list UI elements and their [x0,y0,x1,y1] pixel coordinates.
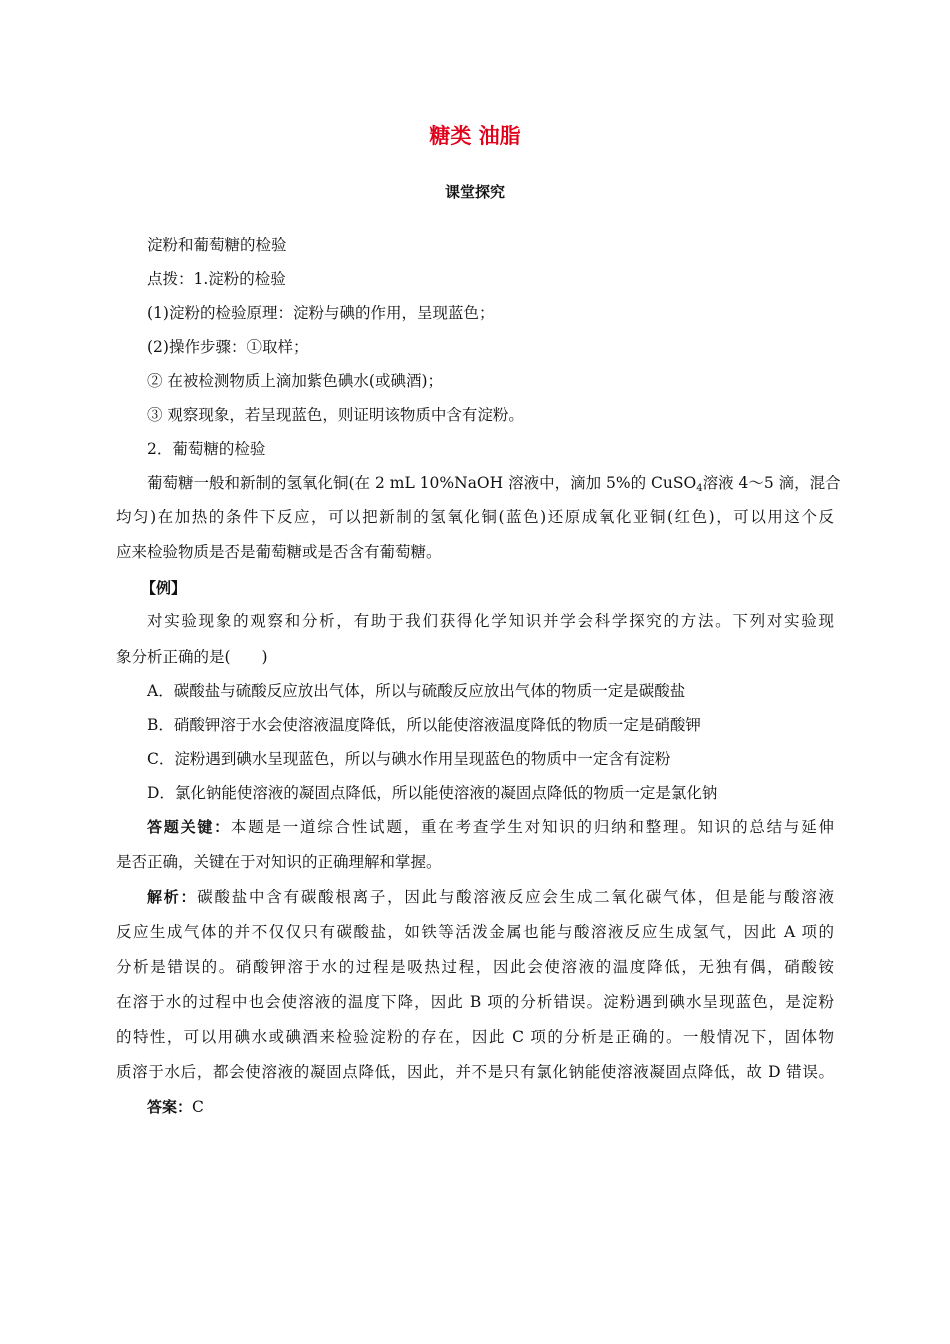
section-subtitle: 课堂探究 [444,183,505,201]
option-b: B．硝酸钾溶于水会使溶液温度降低，所以能使溶液温度降低的物质一定是硝酸钾 [147,716,701,734]
tip-line: 点拨：1.淀粉的检验 [147,270,286,288]
key-line-1: 答题关键：本题是一道综合性试题，重在考查学生对知识的归纳和整理。知识的总结与延伸 [147,818,834,836]
starch-step-3: ③ 观察现象，若呈现蓝色，则证明该物质中含有淀粉。 [147,406,524,424]
analysis-label: 解析： [147,888,198,906]
question-line-1: 对实验现象的观察和分析，有助于我们获得化学知识并学会科学探究的方法。下列对实验现 [147,612,834,630]
analysis-line-5: 的特性，可以用碘水或碘酒来检验淀粉的存在，因此 C 项的分析是正确的。一般情况下，固体物 [116,1028,834,1046]
key-line-2: 是否正确，关键在于对知识的正确理解和掌握。 [116,853,442,871]
analysis-line-4: 在溶于水的过程中也会使溶液的温度下降，因此 B 项的分析错误。淀粉遇到碘水呈现蓝色，是淀粉 [116,993,834,1011]
starch-step-2: ② 在被检测物质上滴加紫色碘水(或碘酒)； [147,372,444,390]
answer-line [147,1095,204,1119]
glucose-text-line-1: 葡萄糖一般和新制的氢氧化铜(在 2 mL 10%NaOH 溶液中，滴加 5%的 CuSO4溶液 4～5 滴，混合 [147,474,841,494]
example-label: 【例】 [141,579,187,597]
option-c: C．淀粉遇到碘水呈现蓝色，所以与碘水作用呈现蓝色的物质中一定含有淀粉 [147,750,671,768]
option-a: A．碳酸盐与硫酸反应放出气体，所以与硫酸反应放出气体的物质一定是碳酸盐 [147,682,686,700]
analysis-line-1: 解析：碳酸盐中含有碳酸根离子，因此与酸溶液反应会生成二氧化碳气体，但是能与酸溶液 [147,888,834,906]
question-line-2: 象分析正确的是( ) [116,648,268,666]
analysis-line-6: 质溶于水后，都会使溶液的凝固点降低，因此，并不是只有氯化钠能使溶液凝固点降低，故 D 错误。 [116,1063,834,1081]
topic-heading: 淀粉和葡萄糖的检验 [147,236,287,254]
analysis-line-3: 分析是错误的。硝酸钾溶于水的过程是吸热过程，因此会使溶液的温度降低，无独有偶，硝酸铵 [116,958,834,976]
answer-label: 答案： [147,1098,193,1116]
glucose-heading: 2．葡萄糖的检验 [147,440,266,458]
starch-principle: (1)淀粉的检验原理：淀粉与碘的作用，呈现蓝色； [147,304,495,322]
analysis-line-2: 反应生成气体的并不仅仅只有碳酸盐，如铁等活泼金属也能与酸溶液反应生成氢气，因此 A 项的 [116,923,834,941]
option-d: D．氯化钠能使溶液的凝固点降低，所以能使溶液的凝固点降低的物质一定是氯化钠 [147,784,718,802]
glucose-text-line-2: 均匀)在加热的条件下反应，可以把新制的氢氧化铜(蓝色)还原成氧化亚铜(红色)，可以用这个反 [116,508,834,526]
page-title: 糖类 油脂 [429,124,521,148]
answer-value: C [192,1098,204,1116]
starch-steps: (2)操作步骤：①取样； [147,338,309,356]
key-label: 答题关键： [147,818,231,836]
glucose-text-line-3: 应来检验物质是否是葡萄糖或是否含有葡萄糖。 [116,543,442,561]
